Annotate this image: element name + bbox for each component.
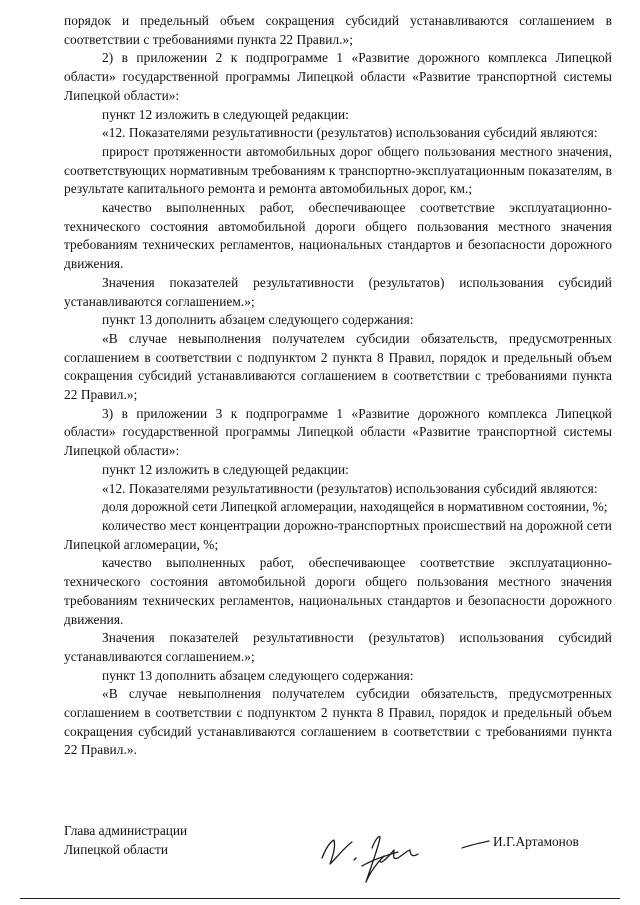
paragraph-item-3-appendix-3: 3) в приложении 3 к подпрограмме 1 «Развитие дорожного комплекса Липецкой области» государственной программы Липецкой области «Развитие транспортной системы Липецкой области»: xyxy=(64,405,612,459)
paragraph-clause-13-text-2: «В случае невыполнения получателем субсидии обязательств, предусмотренных соглашением в соответствии с подпунктом 2 пункта 8 Правил, порядок и предельный объем сокращения субсидий устанавливаются соглашением в соответствии с требованиями пункта 22 Правил.». xyxy=(64,686,612,758)
paragraph-indicator-road-length: прирост протяженности автомобильных дорог общего пользования местного значения, соответствующих нормативным требованиям к транспортно-эксплуатационным показателям, в результате капитального ремонта и ремонта автомобильных дорог, км.; xyxy=(64,143,612,197)
paragraph-item-2-appendix-2: 2) в приложении 2 к подпрограмме 1 «Развитие дорожного комплекса Липецкой области» государственной программы Липецкой области «Развитие транспортной системы Липецкой области»: xyxy=(64,50,612,103)
document-body xyxy=(64,12,612,760)
paragraph-clause-13-intro: пункт 13 дополнить абзацем следующего содержания: xyxy=(102,312,414,328)
paragraph-indicator-values-2: Значения показателей результативности (результатов) использования субсидий устанавливаются соглашением.»; xyxy=(64,630,612,664)
paragraph-indicator-network-share: доля дорожной сети Липецкой агломерации, находящейся в нормативном состоянии, %; xyxy=(102,499,608,515)
signatory-name: И.Г.Артамонов xyxy=(493,834,579,849)
paragraph-clause-12-intro: пункт 12 изложить в следующей редакции: xyxy=(102,106,349,122)
paragraph-continuation: порядок и предельный объем сокращения субсидий устанавливаются соглашением в соответствии с требованиями пункта 22 Правил.»; xyxy=(64,13,612,47)
signatory-position-line2: Липецкой области xyxy=(64,841,168,857)
paragraph-indicator-work-quality-2: качество выполненных работ, обеспечивающее соответствие эксплуатационно-технического состояния автомобильной дороги общего пользования местного значения требованиям технических регламентов, национальных стандартов и безопасности дорожного движения. xyxy=(64,555,612,627)
paragraph-indicator-values: Значения показателей результативности (результатов) использования субсидий устанавливаются соглашением.»; xyxy=(64,274,612,309)
signature-dash xyxy=(460,839,490,851)
paragraph-clause-13-intro-2: пункт 13 дополнить абзацем следующего содержания: xyxy=(102,667,414,683)
signatory-position-line1: Глава администрации xyxy=(64,823,188,838)
paragraph-clause-12-intro-2: пункт 12 изложить в следующей редакции: xyxy=(102,461,349,477)
page-bottom-divider xyxy=(20,898,620,899)
paragraph-indicator-work-quality: качество выполненных работ, обеспечивающее соответствие эксплуатационно-технического состояния автомобильной дороги общего пользования местного значения требованиям технических регламентов, национальных стандартов и безопасности дорожного движения. xyxy=(64,200,612,272)
handwritten-signature xyxy=(314,818,474,890)
paragraph-indicator-accident-spots: количество мест концентрации дорожно-транспортных происшествий на дорожной сети Липецкой агломерации, %; xyxy=(64,517,612,552)
paragraph-clause-12-heading: «12. Показателями результативности (результатов) использования субсидий являются: xyxy=(102,125,598,141)
paragraph-clause-12-heading-2: «12. Показателями результативности (результатов) использования субсидий являются: xyxy=(102,480,598,496)
paragraph-clause-13-text: «В случае невыполнения получателем субсидии обязательств, предусмотренных соглашением в соответствии с подпунктом 2 пункта 8 Правил, порядок и предельный объем сокращения субсидий устанавливаются соглашением в соответствии с требованиями пункта 22 Правил.»; xyxy=(64,330,612,403)
signatory-position xyxy=(64,822,187,859)
